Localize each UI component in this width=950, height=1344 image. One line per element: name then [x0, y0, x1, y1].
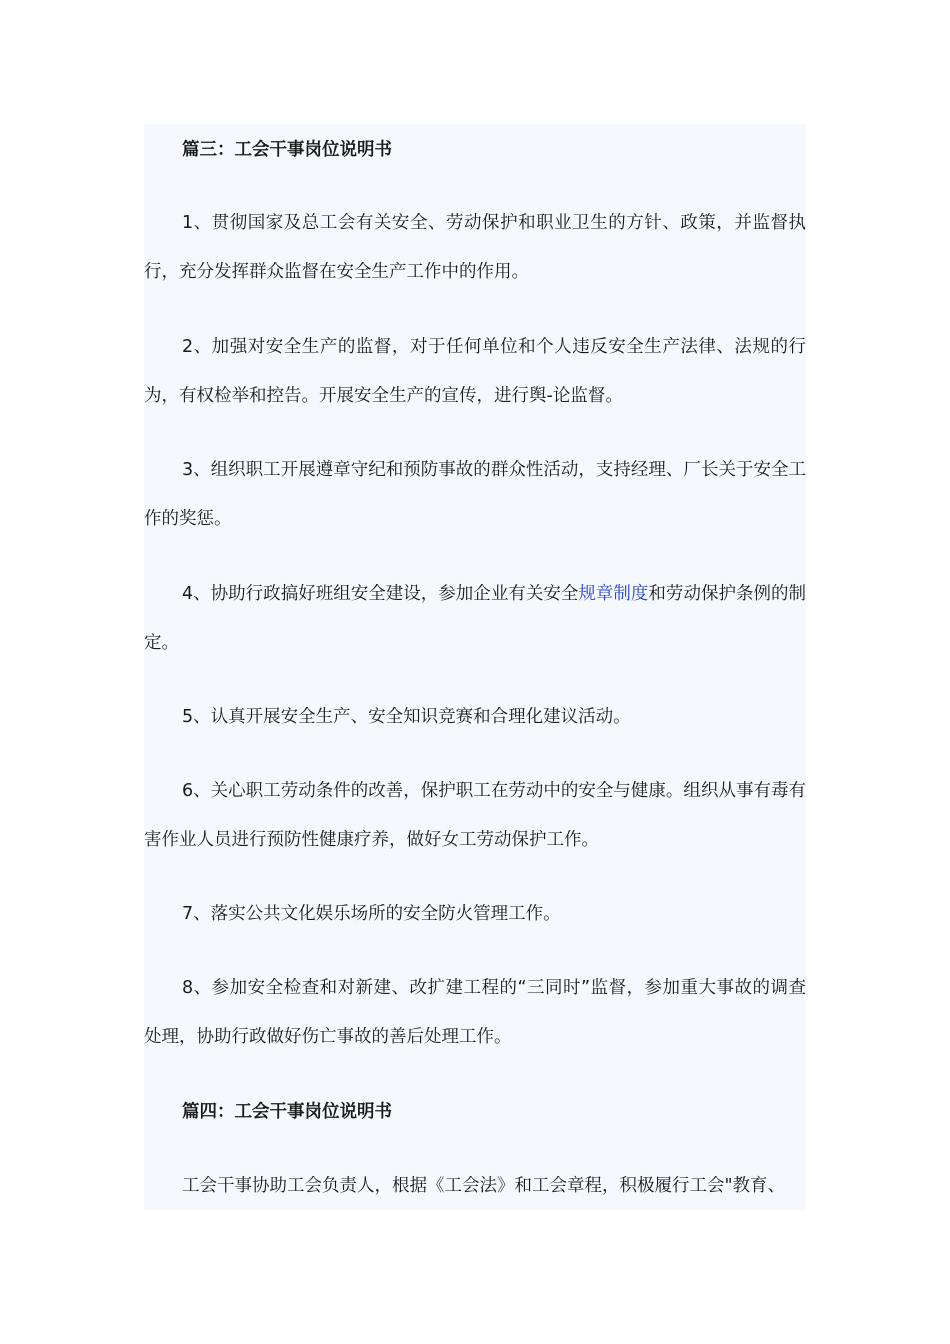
- paragraph-4: [144, 570, 806, 668]
- paragraph-4-text-start: 4、协助行政搞好班组安全建设，参加企业有关安全: [182, 584, 579, 604]
- paragraph-4-text-end: 和劳动保护条例的制定。: [144, 584, 807, 653]
- paragraph-9: 工会干事协助工会负责人，根据《工会法》和工会章程，积极履行工会"教育、: [182, 1176, 786, 1196]
- paragraph-3: 3、组织职工开展遵章守纪和预防事故的群众性活动，支持经理、厂长关于安全工作的奖惩。: [144, 460, 806, 529]
- paragraph-5: 5、认真开展安全生产、安全知识竞赛和合理化建议活动。: [182, 707, 631, 727]
- paragraph-1: 1、贯彻国家及总工会有关安全、劳动保护和职业卫生的方针、政策，并监督执行，充分发挥群众监督在安全生产工作中的作用。: [144, 213, 806, 282]
- regulations-link[interactable]: 规章制度: [578, 584, 649, 604]
- paragraph-7: 7、落实公共文化娱乐场所的安全防火管理工作。: [182, 904, 561, 924]
- section-heading-4: 篇四：工会干事岗位说明书: [182, 1102, 392, 1122]
- paragraph-2: 2、加强对安全生产的监督，对于任何单位和个人违反安全生产法律、法规的行为，有权检举和控告。开展安全生产的宣传，进行舆-论监督。: [144, 337, 806, 406]
- section-heading-3: 篇三：工会干事岗位说明书: [182, 140, 392, 160]
- paragraph-8: 8、参加安全检查和对新建、改扩建工程的“三同时”监督，参加重大事故的调查处理，协助行政做好伤亡事故的善后处理工作。: [144, 978, 806, 1047]
- paragraph-6: 6、关心职工劳动条件的改善，保护职工在劳动中的安全与健康。组织从事有毒有害作业人员进行预防性健康疗养，做好女工劳动保护工作。: [144, 781, 806, 850]
